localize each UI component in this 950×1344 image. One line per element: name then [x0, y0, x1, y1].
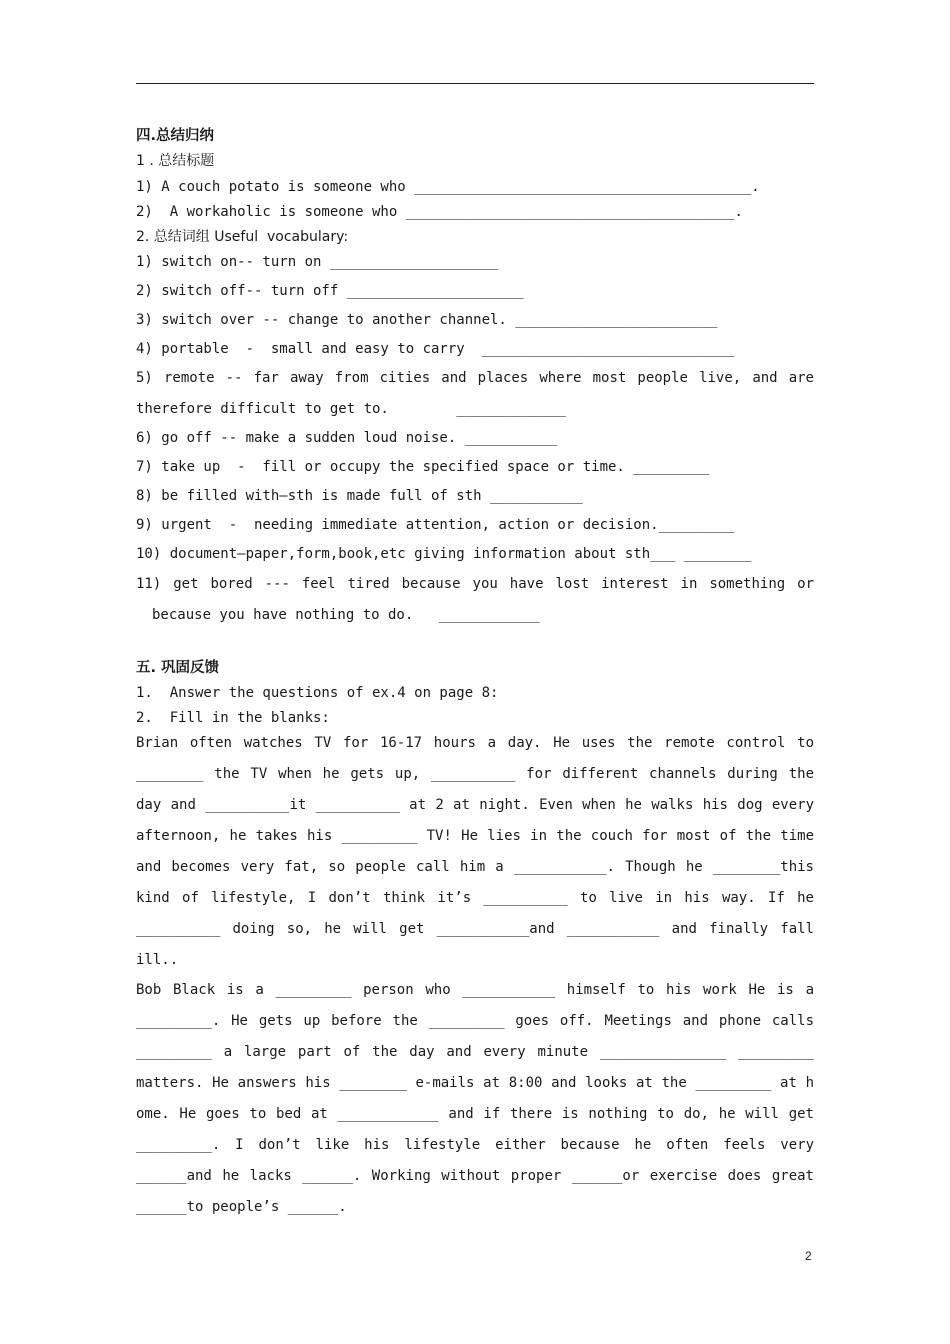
- paragraph-bob-line: _________ a large part of the day and every minute _______________ _________: [136, 1044, 814, 1060]
- subheading-vocabulary: 2. 总结词组 Useful vocabulary:: [136, 229, 349, 245]
- paragraph-bob-line: ______to people’s ______.: [136, 1199, 347, 1215]
- vocab-item-4: 4) portable - small and easy to carry ______________________________: [136, 341, 735, 357]
- paragraph-brian-line: kind of lifestyle, I don’t think it’s __________ to live in his way. If he: [136, 890, 814, 906]
- section-5-heading: 五. 巩固反馈: [136, 660, 220, 676]
- paragraph-bob-line: ______and he lacks ______. Working without proper ______or exercise does great: [136, 1168, 814, 1184]
- exercise-question-1: 1. Answer the questions of ex.4 on page 8:: [136, 685, 499, 701]
- paragraph-brian-line: day and __________it __________ at 2 at night. Even when he walks his dog every: [136, 797, 814, 813]
- vocab-item-11-line-1: 11) get bored --- feel tired because you have lost interest in something or: [136, 576, 814, 592]
- vocab-item-3: 3) switch over -- change to another channel. ________________________: [136, 312, 718, 328]
- vocab-item-7: 7) take up - fill or occupy the specified space or time. _________: [136, 459, 710, 475]
- vocab-item-10: 10) document—paper,form,book,etc giving information about sth___ ________: [136, 546, 752, 562]
- paragraph-bob-line: ome. He goes to bed at ____________ and if there is nothing to do, he will get: [136, 1106, 814, 1122]
- paragraph-bob-line: Bob Black is a _________ person who ___________ himself to his work He is a: [136, 982, 814, 998]
- vocab-item-9: 9) urgent - needing immediate attention, action or decision._________: [136, 517, 735, 533]
- vocab-item-6: 6) go off -- make a sudden loud noise. ___________: [136, 430, 558, 446]
- subheading-summary-title: 1 . 总结标题: [136, 153, 215, 169]
- paragraph-bob-line: matters. He answers his ________ e-mails at 8:00 and looks at the _________ at h: [136, 1075, 814, 1091]
- vocab-item-11-line-2: because you have nothing to do. ____________: [152, 607, 540, 623]
- header-rule: [136, 83, 814, 84]
- paragraph-brian-line: ________ the TV when he gets up, __________ for different channels during the: [136, 766, 814, 782]
- paragraph-brian-line: ill..: [136, 952, 179, 968]
- paragraph-brian-line: and becomes very fat, so people call him a ___________. Though he ________this: [136, 859, 814, 875]
- paragraph-brian-line: Brian often watches TV for 16-17 hours a day. He uses the remote control to: [136, 735, 814, 751]
- summary-line-1: 1) A couch potato is someone who ________________________________________.: [136, 179, 760, 195]
- paragraph-bob-line: _________. He gets up before the _________ goes off. Meetings and phone calls: [136, 1013, 814, 1029]
- vocab-item-2: 2) switch off-- turn off _____________________: [136, 283, 524, 299]
- section-4-heading: 四.总结归纳: [136, 128, 215, 144]
- paragraph-brian-line: __________ doing so, he will get ___________and ___________ and finally fall: [136, 921, 814, 937]
- summary-line-2: 2) A workaholic is someone who _______________________________________.: [136, 204, 743, 220]
- vocab-item-5-line-2: therefore difficult to get to. _____________: [136, 401, 566, 417]
- exercise-question-2: 2. Fill in the blanks:: [136, 710, 330, 726]
- paragraph-bob-line: _________. I don’t like his lifestyle either because he often feels very: [136, 1137, 814, 1153]
- vocab-item-8: 8) be filled with—sth is made full of sth ___________: [136, 488, 583, 504]
- page-number: 2: [805, 1249, 812, 1263]
- paragraph-brian-line: afternoon, he takes his _________ TV! He lies in the couch for most of the time: [136, 828, 814, 844]
- vocab-item-1: 1) switch on-- turn on ____________________: [136, 254, 499, 270]
- vocab-item-5-line-1: 5) remote -- far away from cities and places where most people live, and are: [136, 370, 814, 386]
